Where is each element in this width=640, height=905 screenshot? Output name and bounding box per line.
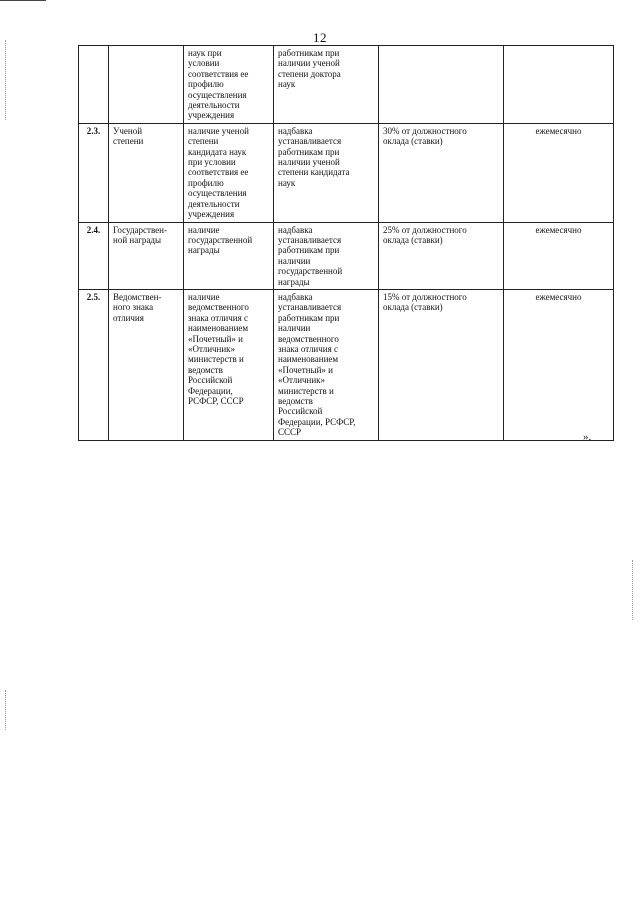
allowance-frequency: ежемесячно — [504, 123, 614, 222]
allowance-table — [78, 45, 614, 441]
allowance-description: надбавка устанавливается работникам при наличии ведомственного знака отличия с наименованием «Почетный» и «Отличник» министерств и ведомств Российской Федерации, РСФСР, СССР — [274, 289, 379, 440]
table-row — [79, 222, 614, 289]
corner-scan-mark — [0, 0, 46, 7]
row-number — [79, 46, 109, 124]
scan-edge-dots — [5, 40, 7, 120]
allowance-description: работникам при наличии ученой степени доктора наук — [274, 46, 379, 124]
allowance-title: Государствен- ной награды — [109, 222, 184, 289]
page-number: 12 — [313, 30, 327, 45]
row-number: 2.5. — [79, 289, 109, 440]
allowance-title: Ведомствен- ного знака отличия — [109, 289, 184, 440]
row-number: 2.3. — [79, 123, 109, 222]
allowance-condition: наук при условии соответствия ее профилю осуществления деятельности учреждения — [184, 46, 274, 124]
allowance-amount — [379, 46, 504, 124]
allowance-amount: 25% от должностного оклада (ставки) — [379, 222, 504, 289]
table-row — [79, 46, 614, 124]
allowance-title — [109, 46, 184, 124]
allowance-amount: 15% от должностного оклада (ставки) — [379, 289, 504, 440]
allowance-frequency — [504, 46, 614, 124]
allowance-frequency: ежемесячно — [504, 222, 614, 289]
closing-quote-mark: ». — [583, 431, 592, 443]
scan-edge-dots — [5, 690, 7, 730]
allowance-frequency: ежемесячно — [504, 289, 614, 440]
row-number: 2.4. — [79, 222, 109, 289]
allowance-description: надбавка устанавливается работникам при наличии государственной награды — [274, 222, 379, 289]
allowance-amount: 30% от должностного оклада (ставки) — [379, 123, 504, 222]
allowance-condition: наличие ученой степени кандидата наук при условии соответствия ее профилю осуществления деятельности учреждения — [184, 123, 274, 222]
scan-edge-dots — [632, 560, 634, 620]
table-row — [79, 289, 614, 440]
allowance-condition: наличие государственной награды — [184, 222, 274, 289]
allowance-condition: наличие ведомственного знака отличия с наименованием «Почетный» и «Отличник» министерств и ведомств Российской Федерации, РСФСР, СССР — [184, 289, 274, 440]
allowance-title: Ученой степени — [109, 123, 184, 222]
allowance-description: надбавка устанавливается работникам при наличии ученой степени кандидата наук — [274, 123, 379, 222]
table-row — [79, 123, 614, 222]
